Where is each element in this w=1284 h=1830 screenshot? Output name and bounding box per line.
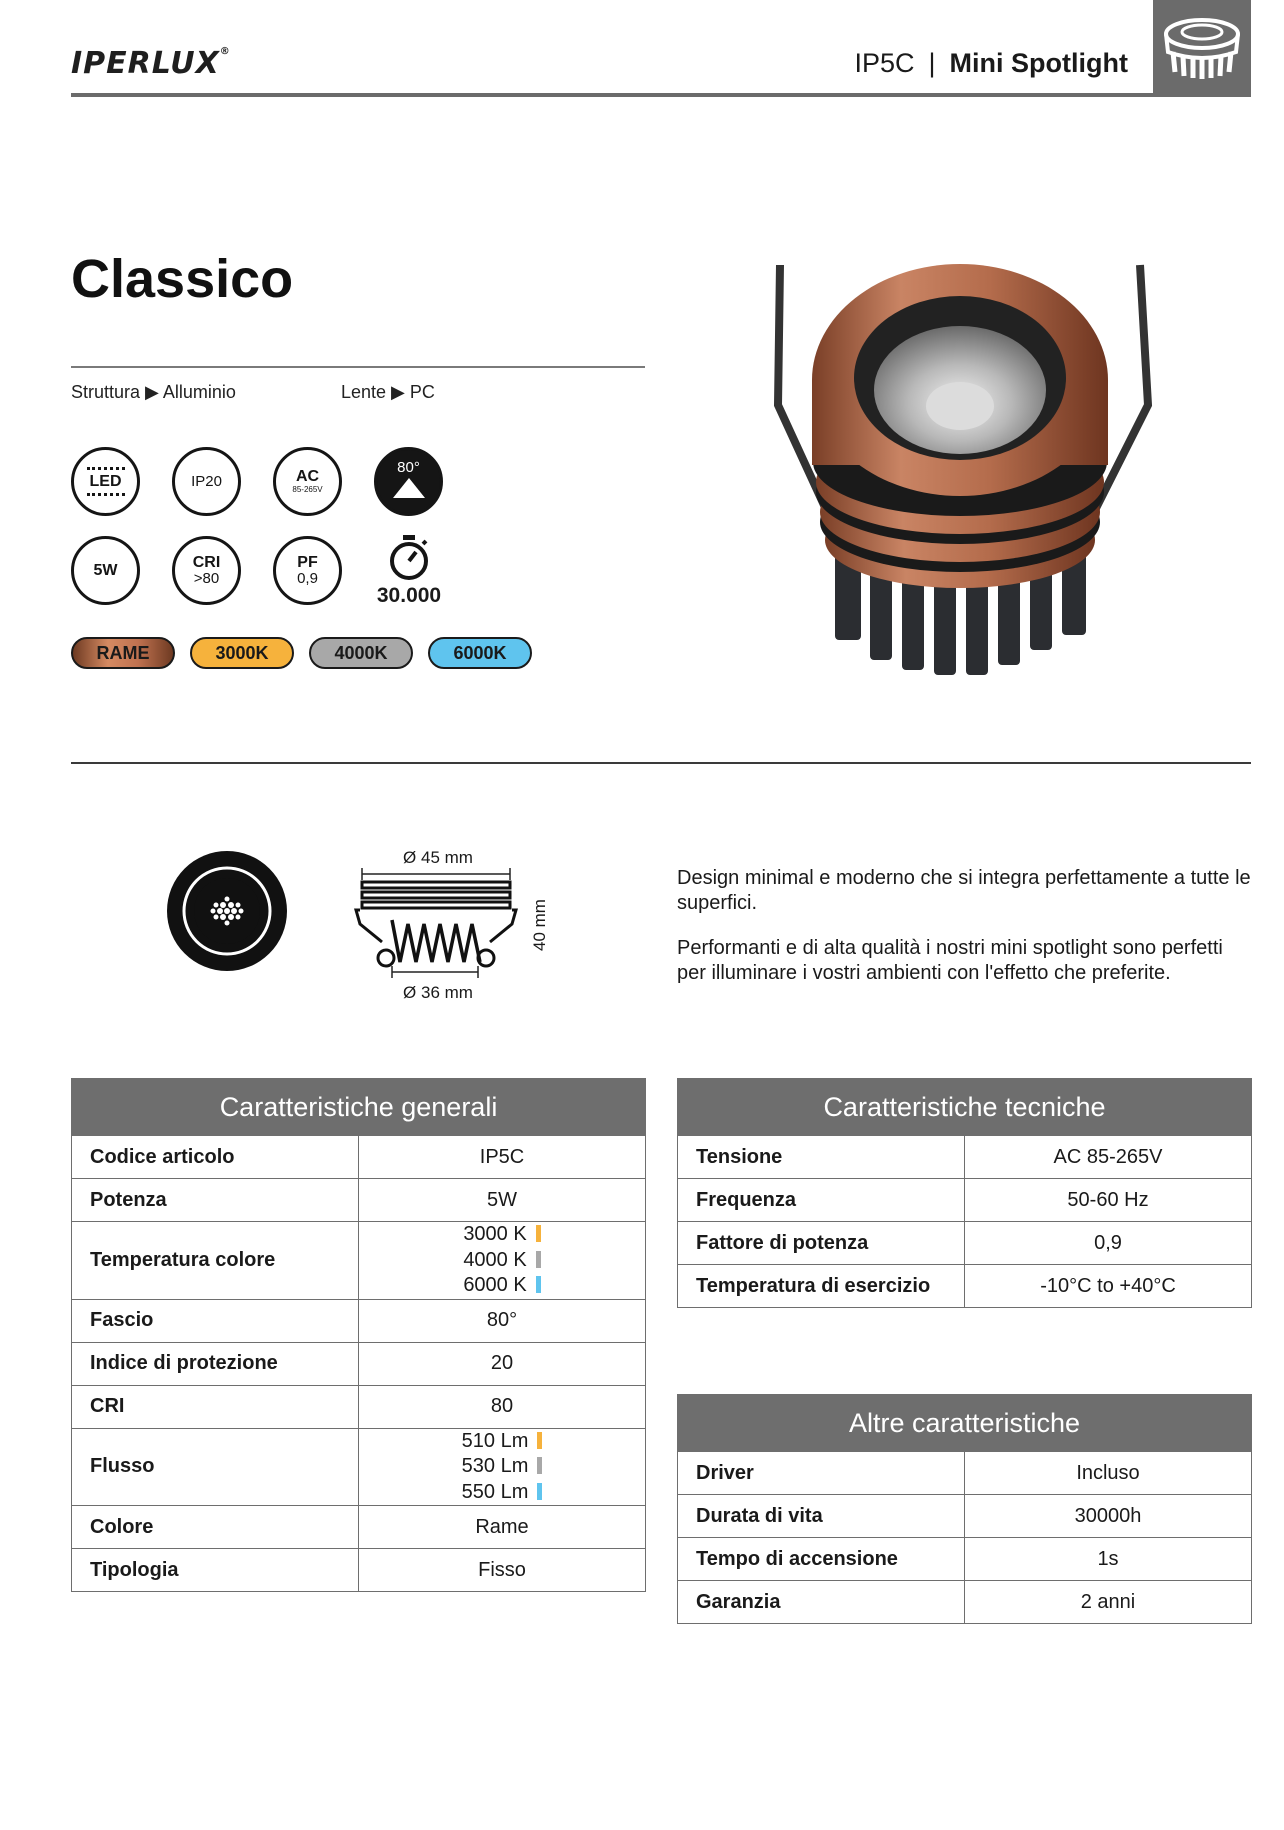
table-row: Fascio 80° [72, 1299, 646, 1342]
table-row: Tempo di accensione 1s [678, 1538, 1252, 1581]
description-paragraph-2: Performanti e di alta qualità i nostri mini spotlight sono perfetti per illuminare i vostri ambienti con l'effetto che preferite. [677, 937, 1223, 984]
table-row: Flusso 510 Lm 530 Lm 550 Lm [72, 1428, 646, 1506]
product-name: Classico [71, 249, 294, 309]
table-row: CRI 80 [72, 1385, 646, 1428]
swatch-4000k [536, 1251, 541, 1268]
stopwatch-icon [386, 533, 432, 583]
header-rule [71, 93, 1251, 97]
table-row: Frequenza 50-60 Hz [678, 1179, 1252, 1222]
table-row: Indice di protezione 20 [72, 1342, 646, 1385]
cri-badge: CRI >80 [172, 536, 241, 605]
pf-badge: PF 0,9 [273, 536, 342, 605]
ac-badge: AC 85-265V [273, 447, 342, 516]
product-code: IP5C [854, 48, 915, 78]
side-view-drawing [350, 862, 520, 982]
table-row: Codice articolo IP5C [72, 1136, 646, 1179]
dimension-top-diameter: Ø 45 mm [403, 848, 473, 867]
swatch-3000k [537, 1432, 542, 1449]
table-row: Driver Incluso [678, 1452, 1252, 1495]
header-separator: | [928, 48, 936, 78]
table-row: Tensione AC 85-265V [678, 1136, 1252, 1179]
product-photo [720, 240, 1200, 680]
finish-pill-rame: RAME [71, 637, 175, 669]
table-row: Tipologia Fisso [72, 1549, 646, 1592]
cct-pill-6000k: 6000K [428, 637, 532, 669]
cct-pill-4000k: 4000K [309, 637, 413, 669]
lifetime-badge [386, 533, 432, 583]
technical-specs-table [677, 1078, 1252, 1308]
table-row: Temperatura di esercizio -10°C to +40°C [678, 1265, 1252, 1308]
table-row: Colore Rame [72, 1506, 646, 1549]
product-line: Mini Spotlight [949, 48, 1128, 78]
dimension-bottom-diameter: Ø 36 mm [403, 983, 473, 1002]
brand-logo: IPERLUX® [71, 46, 231, 81]
table-row: Temperatura colore 3000 K 4000 K 6000 K [72, 1222, 646, 1300]
lens-label: Lente ▶ PC [341, 382, 435, 402]
table-row: Garanzia 2 anni [678, 1581, 1252, 1624]
beam-icon [389, 476, 429, 498]
table-row: Durata di vita 30000h [678, 1495, 1252, 1538]
section-divider [71, 762, 1251, 764]
cct-pill-3000k: 3000K [190, 637, 294, 669]
spotlight-icon [1153, 0, 1251, 97]
swatch-3000k [536, 1225, 541, 1242]
header-title [855, 48, 1129, 79]
description-paragraph-1: Design minimal e moderno che si integra perfettamente a tutte le superfici. [677, 867, 1251, 914]
table-row: Potenza 5W [72, 1179, 646, 1222]
general-table-title: Caratteristiche generali [72, 1079, 646, 1136]
lifetime-value: 30.000 [376, 584, 442, 607]
general-specs-table [71, 1078, 646, 1592]
other-specs-table [677, 1394, 1252, 1624]
other-table-title: Altre caratteristiche [678, 1395, 1252, 1452]
dimension-height: 40 mm [530, 899, 549, 951]
beam-angle-badge: 80° [374, 447, 443, 516]
title-rule [71, 366, 645, 368]
structure-label: Struttura ▶ Alluminio [71, 382, 236, 402]
power-badge: 5W [71, 536, 140, 605]
swatch-4000k [537, 1457, 542, 1474]
swatch-6000k [537, 1483, 542, 1500]
table-row: Fattore di potenza 0,9 [678, 1222, 1252, 1265]
category-badge [1153, 0, 1251, 97]
ip-badge: IP20 [172, 447, 241, 516]
front-view-drawing [166, 850, 288, 972]
led-badge: LED [71, 447, 140, 516]
swatch-6000k [536, 1276, 541, 1293]
technical-table-title: Caratteristiche tecniche [678, 1079, 1252, 1136]
